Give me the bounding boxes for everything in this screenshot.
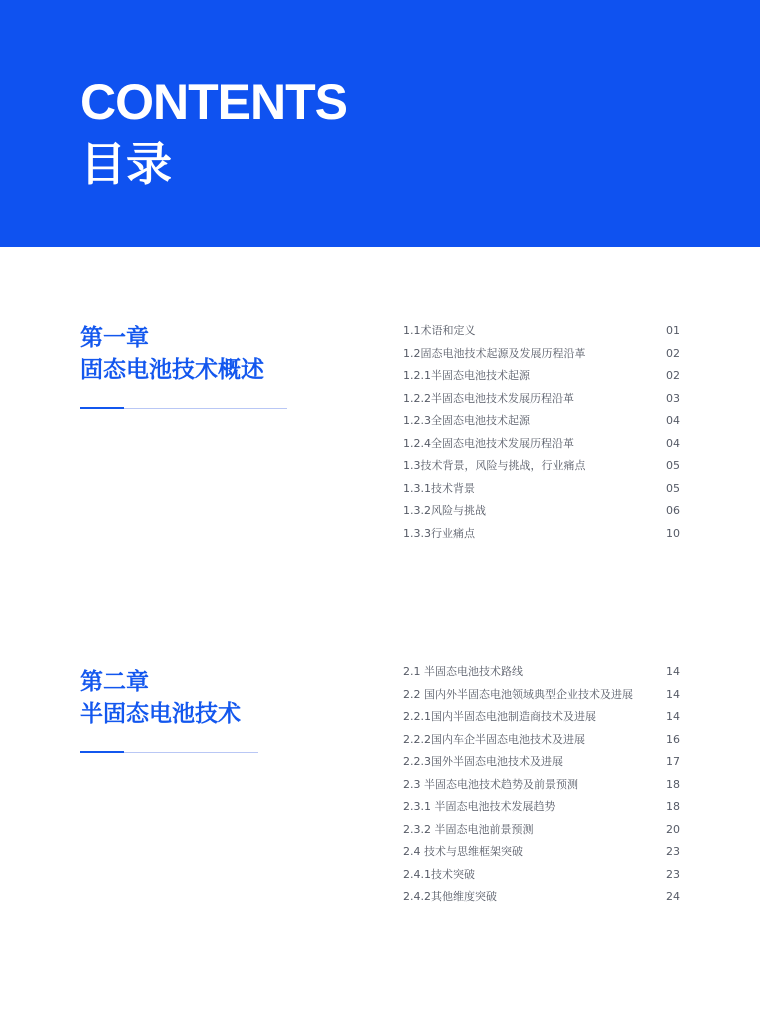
toc-entry-title: 1.2.2半固态电池技术发展历程沿革 — [403, 391, 574, 405]
toc-entry-page: 20 — [666, 822, 680, 836]
header-banner — [0, 0, 760, 247]
toc-entry[interactable] — [403, 819, 680, 842]
toc-entry-title: 2.1 半固态电池技术路线 — [403, 665, 523, 678]
chapter-2-divider — [80, 752, 241, 754]
toc-entry-title: 2.2.2国内车企半固态电池技术及进展 — [403, 732, 585, 746]
chapter-1-name: 固态电池技术概述 — [80, 357, 264, 383]
chapter-2-heading — [80, 666, 241, 754]
toc-entry[interactable] — [403, 523, 680, 546]
toc-entry-title: 2.3.1 半固态电池技术发展趋势 — [403, 800, 556, 813]
toc-entry[interactable] — [403, 774, 680, 797]
toc-entry-page: 02 — [666, 346, 680, 360]
toc-entry-page: 14 — [666, 665, 680, 678]
toc-entry-page: 05 — [666, 481, 680, 495]
toc-entry[interactable] — [403, 433, 680, 456]
toc-entry[interactable] — [403, 320, 680, 343]
toc-entry-title: 2.2.1国内半固态电池制造商技术及进展 — [403, 710, 596, 723]
toc-entry-title: 1.3.2风险与挑战 — [403, 504, 486, 517]
toc-entry-title: 1.2.1半固态电池技术起源 — [403, 369, 530, 382]
toc-entry[interactable] — [403, 684, 680, 707]
toc-entry-title: 1.1术语和定义 — [403, 324, 476, 337]
toc-entry-page: 24 — [666, 890, 680, 903]
toc-entry[interactable] — [403, 410, 680, 433]
toc-entry-title: 1.3.3行业痛点 — [403, 526, 475, 540]
toc-entry-title: 1.3技术背景，风险与挑战，行业痛点 — [403, 459, 586, 472]
toc-entry-title: 1.2.3全固态电池技术起源 — [403, 414, 530, 427]
toc-entry-title: 2.3.2 半固态电池前景预测 — [403, 822, 534, 836]
toc-entry[interactable] — [403, 796, 680, 819]
toc-entry-page: 04 — [666, 414, 680, 427]
toc-entry-page: 18 — [666, 800, 680, 813]
toc-entry-title: 2.4.1技术突破 — [403, 867, 475, 881]
chapter-2-toc — [403, 661, 680, 909]
toc-entry-title: 1.2固态电池技术起源及发展历程沿革 — [403, 346, 586, 360]
toc-entry[interactable] — [403, 841, 680, 864]
chapter-1-divider — [80, 408, 264, 410]
toc-entry-page: 06 — [666, 504, 680, 517]
toc-entry[interactable] — [403, 886, 680, 909]
toc-entry-page: 03 — [666, 391, 680, 405]
toc-entry[interactable] — [403, 729, 680, 752]
toc-entry[interactable] — [403, 864, 680, 887]
toc-entry[interactable] — [403, 500, 680, 523]
toc-entry-title: 2.4 技术与思维框架突破 — [403, 845, 523, 858]
toc-entry-title: 1.2.4全固态电池技术发展历程沿革 — [403, 436, 574, 450]
toc-entry[interactable] — [403, 455, 680, 478]
chapter-1-number: 第一章 — [80, 325, 149, 351]
chapter-1-heading — [80, 322, 264, 410]
toc-entry-title: 2.4.2其他维度突破 — [403, 890, 497, 903]
toc-entry-page: 02 — [666, 369, 680, 382]
toc-entry-page: 14 — [666, 710, 680, 723]
toc-entry-page: 16 — [666, 732, 680, 746]
toc-entry-page: 04 — [666, 436, 680, 450]
toc-entry-page: 10 — [666, 526, 680, 540]
toc-entry-title: 2.3 半固态电池技术趋势及前景预测 — [403, 777, 578, 791]
toc-entry[interactable] — [403, 343, 680, 366]
toc-entry-page: 17 — [666, 755, 680, 768]
toc-entry[interactable] — [403, 365, 680, 388]
toc-entry-title: 2.2 国内外半固态电池领域典型企业技术及进展 — [403, 687, 633, 701]
contents-subtitle: 目录 — [80, 137, 172, 191]
toc-entry-page: 18 — [666, 777, 680, 791]
contents-title: CONTENTS — [80, 74, 347, 130]
toc-entry-title: 1.3.1技术背景 — [403, 481, 475, 495]
toc-entry-page: 05 — [666, 459, 680, 472]
toc-entry-page: 23 — [666, 867, 680, 881]
toc-entry-page: 14 — [666, 687, 680, 701]
toc-entry-page: 23 — [666, 845, 680, 858]
toc-entry[interactable] — [403, 661, 680, 684]
toc-entry-title: 2.2.3国外半固态电池技术及进展 — [403, 755, 563, 768]
toc-entry-page: 01 — [666, 324, 680, 337]
toc-entry[interactable] — [403, 706, 680, 729]
toc-entry[interactable] — [403, 751, 680, 774]
toc-entry[interactable] — [403, 478, 680, 501]
toc-entry[interactable] — [403, 388, 680, 411]
chapter-2-number: 第二章 — [80, 669, 149, 695]
chapter-1-toc — [403, 320, 680, 545]
chapter-2-name: 半固态电池技术 — [80, 701, 241, 727]
